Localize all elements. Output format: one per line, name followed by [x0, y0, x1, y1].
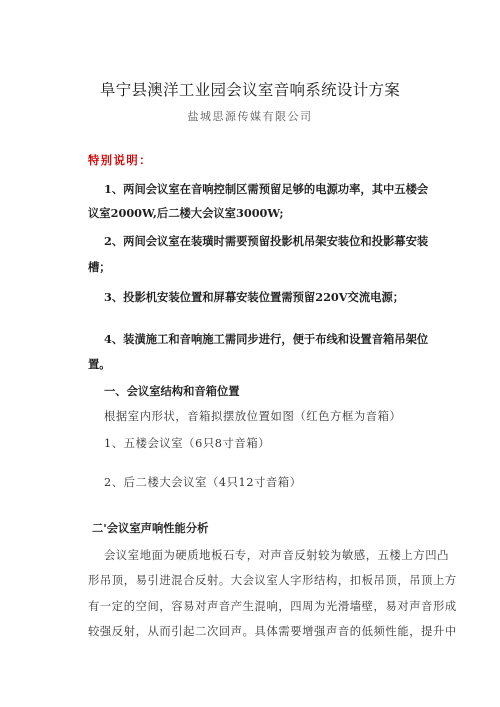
special-notes-heading: 特别说明： [88, 153, 152, 167]
note-3-line-1: 3、投影机安装位置和屏幕安装位置需预留220V交流电源； [104, 290, 405, 304]
section-2-line-1: 会议室地面为硬质地板石专，对声音反射较为敏感，五楼上方凹凸 [104, 549, 450, 562]
document-subtitle: 盐城思源传媒有限公司 [187, 110, 313, 123]
note-4-line-1: 4、装潢施工和音响施工需同步进行，便于布线和设置音箱吊架位 [104, 332, 429, 346]
note-2-line-2: 槽； [88, 260, 111, 274]
section-1-intro: 根据室内形状，音箱拟摆放位置如图（红色方框为音箱） [104, 410, 402, 423]
section-1-heading: 一、会议室结构和音箱位置 [104, 384, 240, 398]
section-1-room-2: 2、后二楼大会议室（4只12寸音箱） [104, 476, 302, 489]
section-1-room-1: 1、五楼会议室（6只8寸音箱） [104, 437, 271, 450]
note-4-line-2: 置。 [88, 357, 111, 371]
section-2-heading: 二'会议室声响性能分析 [92, 521, 209, 535]
note-2-line-1: 2、两间会议室在装璜时需要预留投影机吊架安装位和投影幕安装 [104, 234, 429, 248]
note-1-line-1: 1、两间会议室在音响控制区需预留足够的电源功率，其中五楼会 [104, 182, 429, 196]
note-1-line-2: 议室2000W,后二楼大会议室3000W; [88, 206, 284, 220]
section-2-line-4: 较强反射，从而引起二次回声。具体需要增强声音的低频性能，提升中 [88, 625, 457, 638]
document-title: 阜宁县澳洋工业园会议室音响系统设计方案 [99, 81, 401, 99]
section-2-line-2: 形吊顶，易引进混合反射。大会议室人字形结构，扣板吊顶，吊顶上方 [88, 574, 457, 587]
section-2-line-3: 有一定的空间，容易对声音产生混响，四周为光滑墙壁，易对声音形成 [88, 600, 457, 613]
